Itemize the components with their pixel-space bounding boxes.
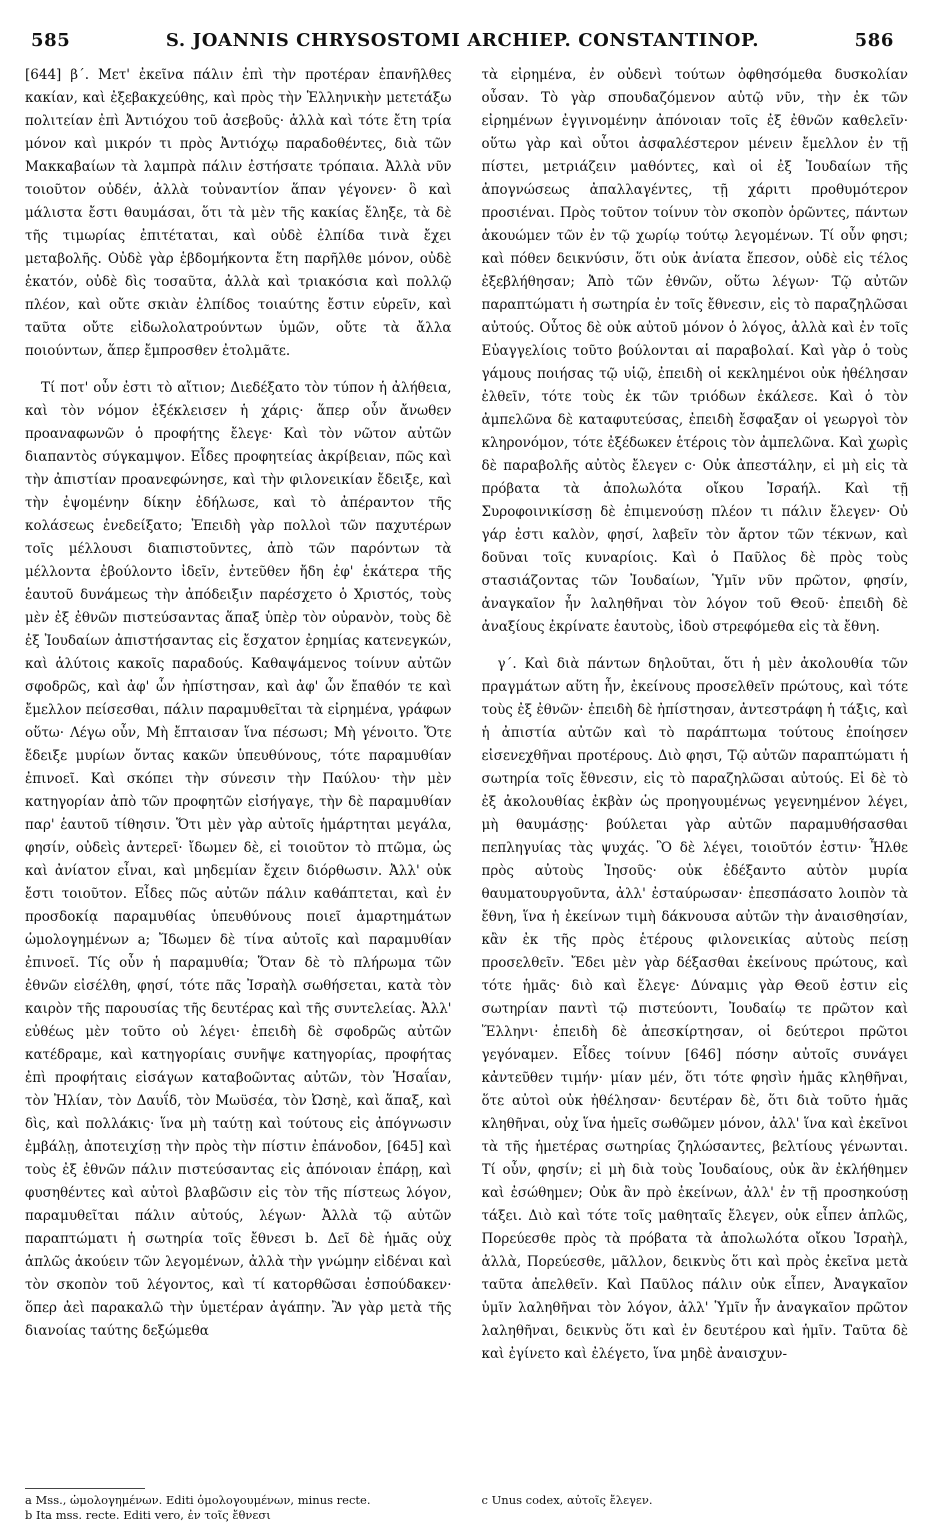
left-column — [25, 64, 452, 1474]
footnote-rule — [25, 1488, 145, 1489]
footnote-b: b Ita mss. recte. Editi vero, ἐν τοῖς ἔθνεσι — [25, 1508, 271, 1522]
running-title: S. JOANNIS CHRYSOSTOMI ARCHIEP. CONSTANTINOP. — [165, 30, 760, 51]
paragraph: τὰ εἰρημένα, ἐν οὐδενὶ τούτων ὀφθησόμεθα δυσκολίαν οὖσαν. Τὸ γὰρ σπουδαζόμενον αὐτῷ νῦν, τὴν ἐκ τῶν εἰρημένων ἐγγινομένην ἀπόνοιαν τοῖς ἐξ ἐθνῶν καθελεῖν· οὕτω γὰρ καὶ οὗτοι ἀσφαλέστερον μένειν ἔμελλον ἐν τῇ πίστει, μετριάζειν μαθόντες, καὶ οἱ ἐξ Ἰουδαίων τῆς ἀπογνώσεως ἀπαλλαγέντες, τῇ χάριτι προθυμότερον προσιέναι. Πρὸς τοῦτον τοίνυν τὸν σκοπὸν ὁρῶντες, πάντων ἀκουώμεν τῶν ἐν τῷ χωρίῳ τούτῳ λεγομένων. Τί οὖν φησι; καὶ πόθεν δεικνύσιν, ὅτι οὐκ ἀνίατα ἔπεσον, οὐδὲ εἰς τέλος ἐξεβλήθησαν; Ἀπὸ τῶν ἐθνῶν, οὕτω λέγων· Τῷ αὐτῶν παραπτώματι ἡ σωτηρία ἐν τοῖς ἔθνεσιν, εἰς τὸ παραζηλῶσαι αὐτούς. Οὗτος δὲ οὐκ αὐτοῦ μόνον ὁ λόγος, ἀλλὰ καὶ ἐν τοῖς Εὐαγγελίοις τοῦτο βούλονται αἱ παραβολαί. Καὶ γὰρ ὁ τοὺς γάμους ποιήσας τῷ υἱῷ, ἐπειδὴ οἱ κεκλημένοι οὐκ ἠθέλησαν ἐλθεῖν, τότε τοὺς ἐκ τῶν τριόδων ἐκάλεσε. Καὶ ὁ τὸν ἀμπελῶνα δὲ καταφυτεύσας, ἐπειδὴ ἔσφαξαν οἱ γεωργοὶ τὸν κληρονόμον, τότε ἐξέδωκεν ἑτέροις τὸν ἀμπελῶνα. Καὶ χωρὶς δὲ παραβολῆς αὐτὸς ἔλεγεν c· Οὐκ ἀπεστάλην, εἰ μὴ εἰς τὰ πρόβατα τὰ ἀπολωλότα οἴκου Ἰσραήλ. Καὶ τῇ Συροφοινικίσσῃ δὲ ἐπιμενούσῃ πλέον τι πάλιν ἔλεγεν· Οὐ γάρ ἐστι καλὸν, φησί, λαβεῖν τὸν ἄρτον τῶν τέκνων, καὶ δοῦναι τοῖς κυναρίοις. Καὶ ὁ Παῦλος δὲ πρὸς τοὺς στασιάζοντας τῶν Ἰουδαίων, Ὑμῖν νῦν πρῶτον, φησίν, ἀναγκαῖον ἦν λαληθῆναι τὸν λόγον τοῦ Θεοῦ· ἐπειδὴ δὲ ἀναξίους ἐκρίνατε ἑαυτοὺς, ἰδοὺ στρεφόμεθα εἰς τὰ ἔθνη. — [481, 67, 908, 635]
footnotes-left — [25, 1488, 452, 1523]
footnotes — [25, 1488, 908, 1523]
paragraph: γ΄. Καὶ διὰ πάντων δηλοῦται, ὅτι ἡ μὲν ἀκολουθία τῶν πραγμάτων αὕτη ἦν, ἐκείνους προσελθεῖν πρώτους, καὶ τότε τοὺς ἐξ ἐθνῶν· ἐπειδὴ δὲ ἠπίστησαν, ἀντεστράφη ἡ τάξις, καὶ ἡ ἀπιστία αὐτῶν καὶ τὸ παράπτωμα τούτους ἐποίησεν εἰσενεχθῆναι προτέρους. Διὸ φησι, Τῷ αὐτῶν παραπτώματι ἡ σωτηρία τοῖς ἔθνεσιν, εἰς τὸ παραζηλῶσαι αὐτούς. Εἰ δὲ τὸ ἐξ ἀκολουθίας ἐκβὰν ὡς προηγουμένως γεγενημένον λέγει, μὴ θαυμάσῃς· βούλεται γὰρ αὐτῶν παραμυθήσασθαι πεπληγυίας τὰς ψυχάς. Ὃ δὲ λέγει, τοιοῦτόν ἐστιν· Ἦλθε πρὸς αὐτοὺς Ἰησοῦς· οὐκ ἐδέξαντο αὐτὸν μυρία θαυματουργοῦντα, ἀλλ' ἐσταύρωσαν· ἐπεσπάσατο λοιπὸν τὰ ἔθνη, ἵνα ἡ ἐκείνων τιμὴ δάκνουσα αὐτῶν τὴν ἀναισθησίαν, κἂν ἐκ τῆς πρὸς ἑτέρους φιλονεικίας αὐτοὺς πείσῃ προσελθεῖν. Ἔδει μὲν γὰρ δέξασθαι ἐκείνους πρώτους, καὶ τότε ἡμᾶς· διὸ καὶ ἔλεγε· Δύναμις γὰρ Θεοῦ ἐστιν εἰς σωτηρίαν παντὶ τῷ πιστεύοντι, Ἰουδαίῳ τε πρῶτον καὶ Ἕλληνι· ἐπειδὴ δὲ ἀπεσκίρτησαν, οἱ δεύτεροι πρῶτοι γεγόναμεν. Εἶδες τοίνυν [646] πόσην αὐτοῖς συνάγει κἀντεῦθεν τιμήν· μίαν μέν, ὅτι τότε φησὶν ἡμᾶς κληθῆναι, ὅτε αὐτοὶ οὐκ ἠθέλησαν· δευτέραν δὲ, ὅτι διὰ τοῦτο ἡμᾶς κληθῆναι, οὐχ ἵνα ἡμεῖς σωθῶμεν μόνον, ἀλλ' ἵνα καὶ ἐκεῖνοι τὰ τῆς ἡμετέρας σωτηρίας ζηλώσαντες, βελτίους γένωνται. Τί οὖν, φησίν; εἰ μὴ διὰ τοὺς Ἰουδαίους, οὐκ ἂν ἐκλήθημεν καὶ ἐσώθημεν; Οὐκ ἂν πρὸ ἐκείνων, ἀλλ' ἐν τῇ προσηκούσῃ τάξει. Διὸ καὶ τότε τοῖς μαθηταῖς ἔλεγεν, οὐκ εἶπεν ἁπλῶς, Πορεύεσθε πρὸς τὰ πρόβατα τὰ ἀπολωλότα οἴκου Ἰσραὴλ, ἀλλὰ, Πορεύεσθε, μᾶλλον, δεικνὺς ὅτι καὶ πρὸς ἐκεῖνα μετὰ ταῦτα ἀπελθεῖν. Καὶ Παῦλος πάλιν οὐκ εἶπεν, Ἀναγκαῖον ὑμῖν λαληθῆναι τὸν λόγον, ἀλλ' Ὑμῖν ἦν ἀναγκαῖον πρῶτον λαληθῆναι, δεικνὺς ὅτι καὶ ἐν δευτέρου καὶ ἡμῖν. Ταῦτα δὲ καὶ ἐγίνετο καὶ ἐλέγετο, ἵνα μηδὲ ἀναισχυν- — [481, 656, 908, 1362]
running-head — [25, 30, 908, 64]
footnote-a: a Mss., ὡμολογημένων. Editi ὁμολογουμένων, minus recte. — [25, 1493, 371, 1507]
footnotes-right — [482, 1488, 909, 1523]
right-column — [482, 64, 909, 1474]
paragraph: [644] β΄. Μετ' ἐκεῖνα πάλιν ἐπὶ τὴν προτέραν ἐπανῆλθες κακίαν, καὶ ἐξεβακχεύθης, καὶ πρὸς τὴν Ἑλληνικὴν μετετάξω πολιτείαν ἐπὶ Ἀντιόχου τοῦ ἀσεβοῦς· ἀλλὰ καὶ τότε ἔτη τρία μόνον καὶ μικρόν τι πρὸς Ἀντιόχῳ παραδοθέντες, διὰ τῶν Μακκαβαίων τὰ λαμπρὰ πάλιν ἐστήσατε τρόπαια. Ἀλλὰ νῦν τοιοῦτον οὐδέν, ἀλλὰ τοὐναντίον ἅπαν γέγονεν· ὃ καὶ μάλιστα ἔστι θαυμάσαι, ὅτι τὰ μὲν τῆς κακίας ἔληξε, τὰ δὲ τῆς τιμωρίας ἐπιτέταται, καὶ οὐδὲ ἐλπίδα τινὰ ἔχει μεταβολῆς. Οὐδὲ γὰρ ἑβδομήκοντα ἔτη παρῆλθε μόνον, οὐδὲ ἑκατόν, οὐδὲ δὶς τοσαῦτα, ἀλλὰ καὶ τριακόσια καὶ πολλῷ πλέον, καὶ οὔτε σκιὰν ἐλπίδος τοιαύτης ἔστιν εὑρεῖν, καὶ ταῦτα οὔτε εἰδωλολατρούντων ὑμῶν, οὔτε τὰ ἄλλα ποιούντων, ἅπερ ἔμπροσθεν ἐτολμᾶτε. — [25, 67, 452, 359]
paragraph: Τί ποτ' οὖν ἐστι τὸ αἴτιον; Διεδέξατο τὸν τύπον ἡ ἀλήθεια, καὶ τὸν νόμον ἐξέκλεισεν ἡ χάρις· ἅπερ οὖν ἄνωθεν προαναφωνῶν ὁ προφήτης ἔλεγε· Καὶ τὸν νῶτον αὐτῶν διαπαντὸς σύγκαμψον. Εἶδες προφητείας ἀκρίβειαν, πῶς καὶ τὴν ἀπιστίαν προανεφώνησε, καὶ τὴν φιλονεικίαν ἔδειξε, καὶ τὴν ἐψομένην δίκην ἐδήλωσε, καὶ τὸ ἀπέραντον τῆς κολάσεως ἐνεδείξατο; Ἐπειδὴ γὰρ πολλοὶ τῶν παχυτέρων τοῖς μέλλουσι διαπιστοῦντες, ἀπὸ τῶν παρόντων τὰ μέλλοντα ἐβούλοντο ἰδεῖν, ἐντεῦθεν ἤδη ἐφ' ἑκάτερα τῆς ἑαυτοῦ δυνάμεως τὴν ἀπόδειξιν παρέσχετο ὁ Χριστός, τοὺς μὲν ἐξ ἐθνῶν πιστεύσαντας ἅπαξ ὑπὲρ τὸν οὐρανὸν, τοὺς δὲ ἐξ Ἰουδαίων ἀπιστήσαντας εἰς ἔσχατον ἐρημίας κατενεγκών, καὶ ἁλύτοις κακοῖς παραδούς. Καθαψάμενος τοίνυν αὐτῶν σφοδρῶς, καὶ ἀφ' ὧν ἠπίστησαν, καὶ ἀφ' ὧν ἔπαθόν τε καὶ ἔμελλον πείσεσθαι, πάλιν παραμυθεῖται τὰ εἰρημένα, γράφων οὕτω· Λέγω οὖν, Μὴ ἔπταισαν ἵνα πέσωσι; Μὴ γένοιτο. Ὅτε ἔδειξε μυρίων ὄντας κακῶν ὑπευθύνους, τότε παραμυθίαν ἐπινοεῖ. Καὶ σκόπει τὴν σύνεσιν τὴν Παύλου· τὴν μὲν κατηγορίαν ἀπὸ τῶν προφητῶν εἰσήγαγε, τὴν δὲ παραμυθίαν παρ' ἑαυτοῦ τίθησιν. Ὅτι μὲν γὰρ αὐτοῖς ἡμάρτηται μεγάλα, φησίν, οὐδεὶς ἀντερεῖ· ἴδωμεν δὲ, εἰ τοιοῦτον τὸ πτῶμα, ὡς καὶ ἀνίατον εἶναι, καὶ μηδεμίαν ἔχειν διόρθωσιν. Ἀλλ' οὐκ ἔστι τοιοῦτον. Εἶδες πῶς αὐτῶν πάλιν καθάπτεται, καὶ ἐν προσδοκίᾳ παραμυθίας ὑπευθύνους ποιεῖ ἁμαρτημάτων ὡμολογημένων a; Ἴδωμεν δὲ τίνα αὐτοῖς καὶ παραμυθίαν ἐπινοεῖ. Τίς οὖν ἡ παραμυθία; Ὅταν δὲ τὸ πλήρωμα τῶν ἐθνῶν εἰσέλθη, φησί, τότε πᾶς Ἰσραὴλ σωθήσεται, κατὰ τὸν καιρὸν τῆς παρουσίας τῆς δευτέρας καὶ τῆς συντελείας. Ἀλλ' εὐθέως μὲν τοῦτο οὐ λέγει· ἐπειδὴ δὲ σφοδρῶς αὐτῶν κατέδραμε, καὶ κατηγορίαις συνῆψε κατηγορίας, προφήτας ἐπὶ προφήταις εἰσάγων καταβοῶντας αὐτῶν, τὸν Ἡσαΐαν, τὸν Ἠλίαν, τὸν Δαυΐδ, τὸν Μωϋσέα, τὸν Ὠσηὲ, καὶ ἅπαξ, καὶ δὶς, καὶ πολλάκις· ἵνα μὴ ταύτῃ καὶ τούτους εἰς ἀπόγνωσιν ἐμβάλῃ, ἀποτειχίσῃ τὴν πρὸς τὴν πίστιν ἐπάνοδον, [645] καὶ τοὺς ἐξ ἐθνῶν πάλιν πιστεύσαντας εἰς ἀπόνοιαν ἐπάρῃ, καὶ φυσηθέντες καὶ αὐτοὶ βλαβῶσιν εἰς τὸν τῆς πίστεως λόγον, παραμυθεῖται πάλιν αὐτούς, λέγων· Ἀλλὰ τῷ αὐτῶν παραπτώματι ἡ σωτηρία τοῖς ἔθνεσι b. Δεῖ δὲ ἡμᾶς οὐχ ἁπλῶς ἀκούειν τῶν λεγομένων, ἀλλὰ τὴν γνώμην εἰδέναι καὶ τὸν σκοπὸν τοῦ λέγοντος, καὶ τί κατορθῶσαι ἐσπούδακεν· ὅπερ ἀεὶ παρακαλῶ τὴν ὑμετέραν ἀγάπην. Ἂν γὰρ μετὰ τῆς διανοίας ταύτης δεξώμεθα — [25, 380, 452, 1339]
text-columns — [25, 64, 908, 1474]
page-number-right: 586 — [854, 30, 894, 51]
page-number-left: 585 — [31, 30, 71, 51]
footnote-c: c Unus codex, αὐτοῖς ἔλεγεν. — [481, 1493, 653, 1507]
